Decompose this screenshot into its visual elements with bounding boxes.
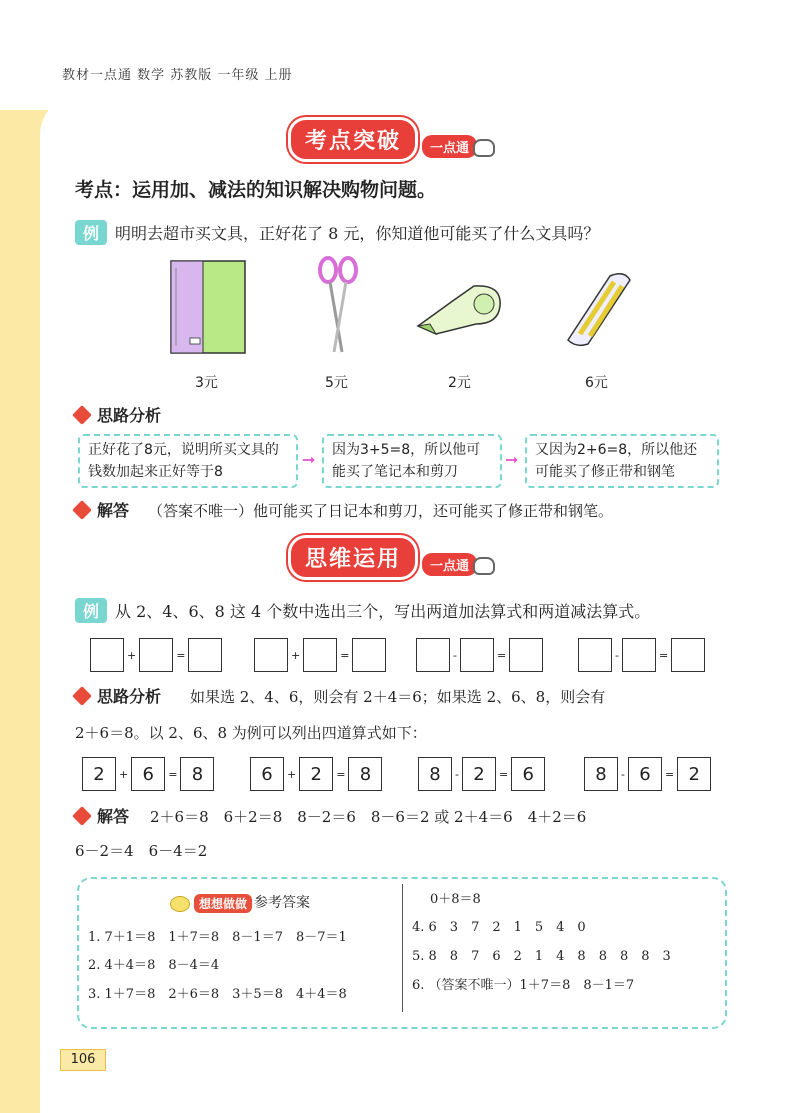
example1-question: 明明去超市买文具，正好花了 8 元，你知道他可能买了什么文具吗？ xyxy=(115,224,600,243)
pen-set-item xyxy=(560,268,636,352)
example-tag: 例 xyxy=(75,220,107,245)
blank-equation xyxy=(254,638,386,672)
example2-question-row xyxy=(75,598,650,623)
pen-set-icon xyxy=(560,268,636,348)
operator: - xyxy=(455,767,459,781)
blank-box[interactable] xyxy=(416,638,450,672)
equals-sign: = xyxy=(664,767,675,781)
think-do-label: 想想做做 xyxy=(194,894,252,913)
blank-box[interactable] xyxy=(671,638,705,672)
number-box: 2 xyxy=(462,757,496,791)
number-box: 2 xyxy=(677,757,711,791)
answer-label: 解答 xyxy=(97,501,130,520)
scissors-item xyxy=(318,256,358,360)
number-box: 6 xyxy=(250,757,284,791)
book-header: 教材一点通 数学 苏教版 一年级 上册 xyxy=(62,68,293,83)
number-box: 8 xyxy=(348,757,382,791)
number-box: 8 xyxy=(180,757,214,791)
operator: + xyxy=(127,648,137,662)
operator: + xyxy=(287,767,297,781)
operator: - xyxy=(621,767,625,781)
pencil-icon xyxy=(72,686,92,706)
analysis-label: 思路分析 xyxy=(97,687,162,706)
equals-sign: = xyxy=(168,767,178,781)
blank-equation xyxy=(90,638,222,672)
blank-box[interactable] xyxy=(460,638,494,672)
number-box: 2 xyxy=(82,757,116,791)
equals-sign: = xyxy=(340,648,350,662)
filled-equation xyxy=(418,757,545,791)
pointing-hand-icon xyxy=(473,557,495,575)
operator: - xyxy=(615,648,619,662)
number-box: 8 xyxy=(418,757,452,791)
filled-equation xyxy=(250,757,382,791)
blank-box[interactable] xyxy=(622,638,656,672)
equals-sign: = xyxy=(498,767,509,781)
section-subtitle: 一点通 xyxy=(422,135,477,158)
flow-step-2: 因为3+5=8，所以他可能买了笔记本和剪刀 xyxy=(322,434,502,488)
section-title: 考点突破 xyxy=(288,117,418,162)
example1-answer: （答案不唯一）他可能买了日记本和剪刀，还可能买了修正带和钢笔。 xyxy=(148,502,614,520)
reference-title: 参考答案 xyxy=(254,895,311,911)
filled-equation xyxy=(584,757,711,791)
example1-question-row xyxy=(75,220,599,245)
blank-equation xyxy=(416,638,543,672)
arrow-right-icon: ➞ xyxy=(505,450,519,469)
blank-equation xyxy=(578,638,705,672)
number-box: 2 xyxy=(299,757,333,791)
number-box: 6 xyxy=(131,757,165,791)
correction-tape-item xyxy=(414,280,504,344)
blank-box[interactable] xyxy=(303,638,337,672)
section-banner-kaodian xyxy=(288,118,495,160)
blank-box[interactable] xyxy=(254,638,288,672)
section-title: 思维运用 xyxy=(288,535,418,580)
item-price: 5元 xyxy=(325,375,348,391)
operator: + xyxy=(291,648,301,662)
blank-box[interactable] xyxy=(139,638,173,672)
analysis-label: 思路分析 xyxy=(97,406,162,425)
topic-heading: 考点：运用加、减法的知识解决购物问题。 xyxy=(75,179,437,201)
pencil-icon xyxy=(72,405,92,425)
item-price: 2元 xyxy=(448,375,471,391)
operator: - xyxy=(453,648,457,662)
analysis-text-line1: 如果选 2、4、6，则会有 2＋4＝6；如果选 2、6、8，则会有 xyxy=(190,688,606,706)
reference-answer-line: 6. （答案不唯一）1＋7＝8 8－1＝7 xyxy=(412,978,635,993)
arrow-right-icon: ➞ xyxy=(302,450,316,469)
equals-sign: = xyxy=(176,648,186,662)
reference-answer-line: 2. 4＋4＝8 8－4＝4 xyxy=(88,958,220,973)
number-box: 6 xyxy=(628,757,662,791)
filled-equation xyxy=(82,757,214,791)
page-number: 106 xyxy=(60,1049,106,1071)
flow-step-1: 正好花了8元，说明所买文具的钱数加起来正好等于8 xyxy=(78,434,298,488)
reference-answer-line: 4. 6 3 7 2 1 5 4 0 xyxy=(412,920,586,935)
example-tag: 例 xyxy=(75,598,107,623)
reference-title-row xyxy=(170,892,310,913)
reference-answer-line: 1. 7＋1＝8 1＋7＝8 8－1＝7 8－7＝1 xyxy=(88,930,347,945)
number-box: 6 xyxy=(511,757,545,791)
answer-label: 解答 xyxy=(97,807,130,826)
pencil-icon xyxy=(72,500,92,520)
reference-answer-line: 5. 8 8 7 6 2 1 4 8 8 8 8 3 xyxy=(412,949,671,964)
reference-answer-line: 3. 1＋7＝8 2＋6＝8 3＋5＝8 4＋4＝8 xyxy=(88,987,347,1002)
scissors-icon xyxy=(318,256,358,356)
item-price: 3元 xyxy=(195,375,218,391)
chick-icon xyxy=(170,896,190,912)
blank-box[interactable] xyxy=(90,638,124,672)
flow-step-3: 又因为2+6=8，所以他还可能买了修正带和钢笔 xyxy=(525,434,719,488)
analysis-text-line2: 2＋6＝8。以 2、6、8 为例可以列出四道算式如下： xyxy=(75,724,427,742)
blank-box[interactable] xyxy=(578,638,612,672)
pencil-icon xyxy=(72,806,92,826)
analysis-heading xyxy=(75,403,161,426)
section-banner-siwei xyxy=(288,536,495,578)
panel-divider xyxy=(402,884,403,1012)
notebook-item xyxy=(170,260,246,358)
page-top-background xyxy=(0,0,800,110)
correction-tape-icon xyxy=(414,280,504,340)
operator: + xyxy=(119,767,129,781)
example2-question: 从 2、4、6、8 这 4 个数中选出三个，写出两道加法算式和两道减法算式。 xyxy=(115,602,651,621)
equals-sign: = xyxy=(496,648,507,662)
notebook-icon xyxy=(170,260,246,354)
blank-box[interactable] xyxy=(509,638,543,672)
example2-answer-line2: 6－2＝4 6－4＝2 xyxy=(75,842,208,860)
number-box: 8 xyxy=(584,757,618,791)
example2-answer-line1: 2＋6＝8 6＋2＝8 8－2＝6 8－6＝2 或 2＋4＝6 4＋2＝6 xyxy=(150,808,587,826)
equals-sign: = xyxy=(336,767,346,781)
blank-box[interactable] xyxy=(352,638,386,672)
blank-box[interactable] xyxy=(188,638,222,672)
pointing-hand-icon xyxy=(473,139,495,157)
section-subtitle: 一点通 xyxy=(422,553,477,576)
equals-sign: = xyxy=(658,648,669,662)
analysis-heading-2 xyxy=(75,684,161,707)
reference-answer-line: 0＋8＝8 xyxy=(430,892,481,907)
item-price: 6元 xyxy=(585,375,608,391)
answer-heading-2 xyxy=(75,804,129,827)
answer-heading xyxy=(75,498,129,521)
